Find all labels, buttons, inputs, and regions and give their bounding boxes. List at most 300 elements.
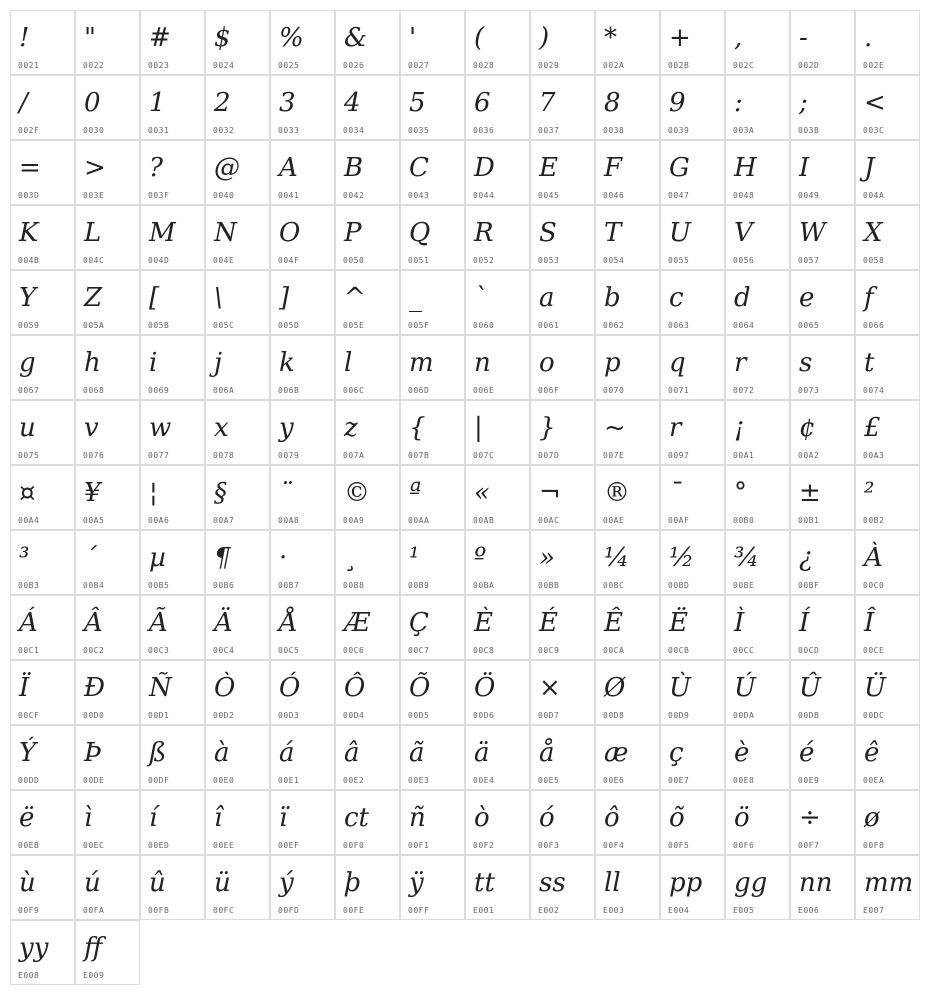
- glyph-cell: [790, 205, 855, 270]
- glyph-code-label: 00FF: [408, 906, 430, 915]
- glyph-code-label: 0077: [148, 451, 170, 460]
- glyph-code-label: 007A: [343, 451, 365, 460]
- glyph-sample: tt: [474, 868, 495, 898]
- glyph-code-label: 00D4: [343, 711, 365, 720]
- glyph-cell: [335, 140, 400, 205]
- glyph-code-label: 00CB: [668, 646, 690, 655]
- glyph-sample: Z: [84, 283, 103, 313]
- glyph-cell: [270, 400, 335, 465]
- glyph-cell: [725, 530, 790, 595]
- glyph-cell: [10, 920, 75, 985]
- glyph-code-label: 00D2: [213, 711, 235, 720]
- glyph-sample: >: [84, 153, 106, 183]
- glyph-sample: ¹: [409, 543, 420, 573]
- glyph-cell: [465, 75, 530, 140]
- glyph-sample: f: [864, 283, 874, 313]
- glyph-cell: [725, 595, 790, 660]
- glyph-cell: [400, 660, 465, 725]
- glyph-cell: [205, 10, 270, 75]
- glyph-sample: Ó: [279, 673, 301, 703]
- glyph-cell: [400, 400, 465, 465]
- glyph-cell: [465, 140, 530, 205]
- glyph-sample: Ç: [409, 608, 429, 638]
- glyph-sample: ÷: [799, 803, 821, 833]
- glyph-sample: |: [474, 413, 483, 443]
- glyph-sample: Þ: [84, 738, 102, 768]
- glyph-sample: i: [149, 348, 158, 378]
- glyph-code-label: 005E: [343, 321, 365, 330]
- glyph-sample: ¶: [214, 543, 231, 573]
- glyph-code-label: 00B1: [798, 516, 820, 525]
- glyph-cell: [205, 595, 270, 660]
- glyph-sample: õ: [669, 803, 685, 833]
- glyph-cell: [530, 595, 595, 660]
- glyph-code-label: 00E1: [278, 776, 300, 785]
- glyph-cell: [660, 790, 725, 855]
- glyph-cell: [75, 530, 140, 595]
- glyph-code-label: 0049: [798, 191, 820, 200]
- glyph-code-label: 00E0: [213, 776, 235, 785]
- glyph-code-label: 00D0: [83, 711, 105, 720]
- glyph-sample: Ô: [344, 673, 366, 703]
- glyph-cell: [10, 270, 75, 335]
- glyph-cell: [465, 270, 530, 335]
- glyph-cell: [595, 855, 660, 920]
- glyph-sample: ]: [279, 283, 290, 313]
- glyph-code-label: E008: [18, 971, 40, 980]
- glyph-cell: [465, 400, 530, 465]
- glyph-code-label: 0056: [733, 256, 755, 265]
- glyph-sample: ¨: [279, 478, 292, 508]
- glyph-sample: ±: [799, 478, 821, 508]
- glyph-cell: [530, 10, 595, 75]
- glyph-code-label: 00C2: [83, 646, 105, 655]
- glyph-sample: {: [409, 413, 426, 443]
- glyph-cell: [335, 465, 400, 530]
- glyph-code-label: 00FC: [213, 906, 235, 915]
- glyph-code-label: 0034: [343, 126, 365, 135]
- glyph-sample: @: [214, 153, 240, 183]
- glyph-sample: q: [669, 348, 686, 378]
- glyph-cell: [790, 10, 855, 75]
- glyph-code-label: 004B: [18, 256, 40, 265]
- glyph-sample: m: [409, 348, 434, 378]
- glyph-code-label: 00FA: [83, 906, 105, 915]
- glyph-cell: [140, 465, 205, 530]
- glyph-code-label: 00BB: [538, 581, 560, 590]
- glyph-sample: á: [279, 738, 295, 768]
- glyph-cell: [400, 10, 465, 75]
- glyph-cell: [660, 75, 725, 140]
- glyph-sample: 4: [344, 88, 361, 118]
- glyph-cell: [140, 660, 205, 725]
- glyph-cell: [10, 465, 75, 530]
- glyph-sample: #: [149, 23, 171, 53]
- glyph-cell: [270, 855, 335, 920]
- glyph-code-label: 00E4: [473, 776, 495, 785]
- glyph-code-label: 006C: [343, 386, 365, 395]
- glyph-code-label: 0047: [668, 191, 690, 200]
- glyph-cell: [400, 270, 465, 335]
- glyph-code-label: 0051: [408, 256, 430, 265]
- glyph-sample: Æ: [344, 608, 371, 638]
- glyph-cell: [335, 10, 400, 75]
- glyph-cell: [400, 335, 465, 400]
- glyph-sample: ¼: [604, 543, 630, 573]
- glyph-sample: Ù: [669, 673, 691, 703]
- glyph-code-label: 007D: [538, 451, 560, 460]
- glyph-code-label: 00F1: [408, 841, 430, 850]
- glyph-code-label: 00B5: [148, 581, 170, 590]
- glyph-cell: [465, 205, 530, 270]
- glyph-cell: [75, 790, 140, 855]
- glyph-cell: [595, 335, 660, 400]
- glyph-sample: -: [799, 23, 808, 53]
- glyph-code-label: 0060: [473, 321, 495, 330]
- glyph-sample: S: [539, 218, 557, 248]
- glyph-sample: p: [604, 348, 621, 378]
- glyph-cell: [790, 790, 855, 855]
- glyph-sample: \: [214, 283, 223, 313]
- glyph-cell: [530, 335, 595, 400]
- glyph-cell: [790, 75, 855, 140]
- glyph-cell: [400, 75, 465, 140]
- glyph-code-label: 003F: [148, 191, 170, 200]
- glyph-cell: [855, 790, 920, 855]
- glyph-sample: Y: [19, 283, 37, 313]
- glyph-cell: [465, 530, 530, 595]
- glyph-sample: U: [669, 218, 691, 248]
- glyph-sample: T: [604, 218, 622, 248]
- glyph-sample: ': [409, 23, 417, 53]
- glyph-code-label: 0053: [538, 256, 560, 265]
- glyph-code-label: 0063: [668, 321, 690, 330]
- glyph-code-label: 00E3: [408, 776, 430, 785]
- glyph-sample: c: [669, 283, 684, 313]
- glyph-cell: [140, 270, 205, 335]
- glyph-sample: Ë: [669, 608, 688, 638]
- glyph-cell: [660, 270, 725, 335]
- glyph-cell: [205, 205, 270, 270]
- glyph-cell: [75, 400, 140, 465]
- glyph-cell: [660, 660, 725, 725]
- glyph-code-label: 00C4: [213, 646, 235, 655]
- glyph-cell: [855, 595, 920, 660]
- glyph-sample: þ: [344, 868, 361, 898]
- glyph-code-label: 0036: [473, 126, 495, 135]
- glyph-code-label: 00C1: [18, 646, 40, 655]
- glyph-code-label: 0044: [473, 191, 495, 200]
- glyph-cell: [595, 465, 660, 530]
- glyph-sample: °: [734, 478, 747, 508]
- glyph-cell: [595, 595, 660, 660]
- glyph-code-label: 00D8: [603, 711, 625, 720]
- glyph-cell: [270, 790, 335, 855]
- glyph-code-label: 00ED: [148, 841, 170, 850]
- glyph-code-label: 0055: [668, 256, 690, 265]
- glyph-cell: [10, 205, 75, 270]
- glyph-cell: [855, 465, 920, 530]
- glyph-sample: ¦: [149, 478, 158, 508]
- glyph-sample: [: [149, 283, 160, 313]
- glyph-code-label: 00F2: [473, 841, 495, 850]
- glyph-code-label: 00DC: [863, 711, 885, 720]
- glyph-cell: [465, 595, 530, 660]
- glyph-cell: [465, 790, 530, 855]
- glyph-code-label: 006D: [408, 386, 430, 395]
- glyph-sample: v: [84, 413, 99, 443]
- glyph-code-label: E009: [83, 971, 105, 980]
- glyph-cell: [465, 335, 530, 400]
- glyph-code-label: 00CA: [603, 646, 625, 655]
- glyph-sample: ½: [669, 543, 695, 573]
- glyph-sample: ³: [19, 543, 30, 573]
- glyph-sample: Ì: [734, 608, 745, 638]
- glyph-sample: Ï: [19, 673, 30, 703]
- glyph-sample: M: [149, 218, 176, 248]
- glyph-sample: 8: [604, 88, 621, 118]
- glyph-code-label: 00CE: [863, 646, 885, 655]
- glyph-sample: ): [539, 23, 550, 53]
- glyph-sample: ¥: [84, 478, 101, 508]
- glyph-cell: [790, 140, 855, 205]
- glyph-cell: [335, 790, 400, 855]
- glyph-sample: ä: [474, 738, 490, 768]
- glyph-sample: ¢: [799, 413, 816, 443]
- glyph-code-label: 00A2: [798, 451, 820, 460]
- glyph-cell: [855, 660, 920, 725]
- glyph-cell: [465, 660, 530, 725]
- glyph-cell: [75, 595, 140, 660]
- glyph-code-label: 00F0: [343, 841, 365, 850]
- glyph-code-label: 00AC: [538, 516, 560, 525]
- glyph-sample: ^: [344, 283, 366, 313]
- glyph-cell: [465, 725, 530, 790]
- glyph-sample: ,: [734, 23, 743, 53]
- glyph-code-label: 00EF: [278, 841, 300, 850]
- glyph-code-label: 0079: [278, 451, 300, 460]
- glyph-cell: [270, 465, 335, 530]
- glyph-cell: [725, 205, 790, 270]
- glyph-code-label: 006A: [213, 386, 235, 395]
- glyph-code-label: 004A: [863, 191, 885, 200]
- glyph-code-label: 00B2: [863, 516, 885, 525]
- glyph-sample: ¬: [539, 478, 561, 508]
- glyph-cell: [205, 400, 270, 465]
- glyph-cell: [75, 75, 140, 140]
- glyph-sample: g: [19, 348, 36, 378]
- glyph-code-label: 0072: [733, 386, 755, 395]
- glyph-sample: û: [149, 868, 166, 898]
- glyph-cell: [270, 205, 335, 270]
- glyph-cell: [530, 855, 595, 920]
- glyph-cell: [855, 75, 920, 140]
- glyph-code-label: 0078: [213, 451, 235, 460]
- glyph-cell: [725, 270, 790, 335]
- glyph-code-label: 00FD: [278, 906, 300, 915]
- glyph-code-label: 006B: [278, 386, 300, 395]
- glyph-cell: [10, 400, 75, 465]
- glyph-code-label: 0029: [538, 61, 560, 70]
- glyph-sample: Q: [409, 218, 431, 248]
- glyph-code-label: 00B7: [278, 581, 300, 590]
- glyph-cell: [400, 790, 465, 855]
- glyph-sample: J: [864, 153, 875, 183]
- glyph-sample: b: [604, 283, 621, 313]
- glyph-cell: [530, 75, 595, 140]
- glyph-cell: [205, 790, 270, 855]
- glyph-sample: ü: [214, 868, 231, 898]
- glyph-sample: K: [19, 218, 39, 248]
- glyph-sample: ?: [149, 153, 163, 183]
- glyph-sample: W: [799, 218, 826, 248]
- glyph-cell: [140, 595, 205, 660]
- glyph-cell: [75, 205, 140, 270]
- glyph-code-label: 0067: [18, 386, 40, 395]
- glyph-sample: ×: [539, 673, 561, 703]
- glyph-cell: [595, 790, 660, 855]
- glyph-sample: n: [474, 348, 491, 378]
- glyph-sample: Ã: [149, 608, 168, 638]
- glyph-code-label: 0032: [213, 126, 235, 135]
- glyph-cell: [790, 595, 855, 660]
- glyph-cell: [270, 725, 335, 790]
- glyph-cell: [660, 205, 725, 270]
- glyph-cell: [725, 855, 790, 920]
- glyph-code-label: 0059: [18, 321, 40, 330]
- glyph-code-label: 00DF: [148, 776, 170, 785]
- glyph-sample: â: [344, 738, 360, 768]
- glyph-code-label: 00A1: [733, 451, 755, 460]
- glyph-sample: h: [84, 348, 101, 378]
- glyph-code-label: 00A3: [863, 451, 885, 460]
- glyph-code-label: 00C7: [408, 646, 430, 655]
- glyph-sample: *: [604, 23, 617, 53]
- glyph-sample: (: [474, 23, 485, 53]
- glyph-code-label: 00C5: [278, 646, 300, 655]
- glyph-sample: A: [279, 153, 298, 183]
- glyph-code-label: 00C0: [863, 581, 885, 590]
- glyph-cell: [10, 140, 75, 205]
- glyph-code-label: 00BE: [733, 581, 755, 590]
- glyph-code-label: 00B6: [213, 581, 235, 590]
- glyph-code-label: 0043: [408, 191, 430, 200]
- glyph-sample: î: [214, 803, 223, 833]
- glyph-cell: [75, 10, 140, 75]
- glyph-sample: C: [409, 153, 429, 183]
- glyph-code-label: E002: [538, 906, 560, 915]
- glyph-cell: [270, 10, 335, 75]
- glyph-code-label: 0041: [278, 191, 300, 200]
- glyph-code-label: 00B9: [408, 581, 430, 590]
- glyph-sample: 7: [539, 88, 556, 118]
- glyph-code-label: 002F: [18, 126, 40, 135]
- glyph-code-label: 004E: [213, 256, 235, 265]
- glyph-sample: H: [734, 153, 757, 183]
- glyph-cell: [660, 595, 725, 660]
- glyph-sample: à: [214, 738, 230, 768]
- glyph-sample: E: [539, 153, 558, 183]
- glyph-cell: [530, 725, 595, 790]
- glyph-code-label: 00CD: [798, 646, 820, 655]
- glyph-cell: [140, 335, 205, 400]
- glyph-code-label: 0022: [83, 61, 105, 70]
- glyph-cell: [400, 855, 465, 920]
- glyph-code-label: 00F9: [18, 906, 40, 915]
- glyph-cell: [10, 75, 75, 140]
- glyph-code-label: 00AF: [668, 516, 690, 525]
- glyph-cell: [465, 10, 530, 75]
- glyph-cell: [725, 725, 790, 790]
- glyph-cell: [660, 10, 725, 75]
- glyph-sample: Ý: [19, 738, 37, 768]
- glyph-sample: }: [539, 413, 556, 443]
- glyph-sample: É: [539, 608, 558, 638]
- glyph-cell: [855, 270, 920, 335]
- glyph-grid: [10, 10, 920, 985]
- glyph-code-label: 00E8: [733, 776, 755, 785]
- glyph-cell: [595, 660, 660, 725]
- glyph-cell: [465, 465, 530, 530]
- glyph-code-label: 0066: [863, 321, 885, 330]
- glyph-cell: [855, 140, 920, 205]
- glyph-cell: [270, 270, 335, 335]
- glyph-code-label: 00D6: [473, 711, 495, 720]
- glyph-code-label: 002A: [603, 61, 625, 70]
- glyph-sample: Ò: [214, 673, 236, 703]
- glyph-sample: +: [669, 23, 691, 53]
- glyph-code-label: 00F3: [538, 841, 560, 850]
- glyph-code-label: 00B3: [18, 581, 40, 590]
- glyph-cell: [790, 530, 855, 595]
- glyph-sample: B: [344, 153, 364, 183]
- glyph-sample: nn: [799, 868, 833, 898]
- glyph-cell: [855, 205, 920, 270]
- glyph-sample: »: [539, 543, 555, 573]
- glyph-cell: [335, 660, 400, 725]
- glyph-cell: [400, 205, 465, 270]
- glyph-sample: ó: [539, 803, 555, 833]
- glyph-code-label: 005A: [83, 321, 105, 330]
- glyph-sample: 0: [84, 88, 101, 118]
- glyph-code-label: 0030: [83, 126, 105, 135]
- glyph-cell: [140, 855, 205, 920]
- glyph-cell: [10, 10, 75, 75]
- glyph-sample: y: [279, 413, 294, 443]
- glyph-sample: 1: [149, 88, 166, 118]
- glyph-code-label: 0024: [213, 61, 235, 70]
- glyph-code-label: 0054: [603, 256, 625, 265]
- glyph-sample: ": [84, 23, 96, 53]
- glyph-cell: [270, 660, 335, 725]
- glyph-sample: ;: [799, 88, 808, 118]
- glyph-sample: a: [539, 283, 555, 313]
- glyph-cell: [725, 465, 790, 530]
- glyph-sample: ll: [604, 868, 621, 898]
- glyph-cell: [75, 920, 140, 985]
- glyph-code-label: 00F6: [733, 841, 755, 850]
- glyph-sample: t: [864, 348, 875, 378]
- glyph-cell: [855, 530, 920, 595]
- glyph-cell: [855, 855, 920, 920]
- glyph-sample: F: [604, 153, 623, 183]
- glyph-code-label: 00B8: [343, 581, 365, 590]
- glyph-code-label: 00BF: [798, 581, 820, 590]
- glyph-sample: Ö: [474, 673, 496, 703]
- glyph-sample: =: [19, 153, 41, 183]
- glyph-code-label: 00DA: [733, 711, 755, 720]
- glyph-cell: [205, 270, 270, 335]
